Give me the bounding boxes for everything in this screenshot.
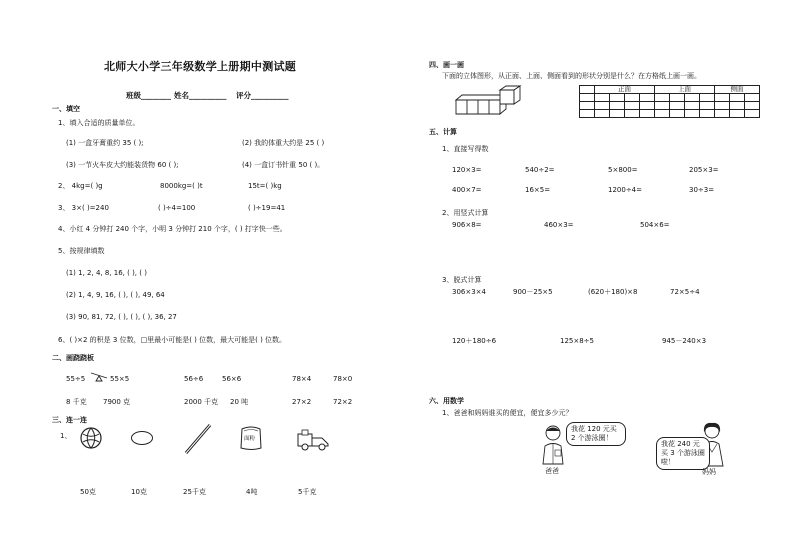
pencil-icon [184, 423, 212, 455]
seesaw-left: 2000 千克 [184, 398, 219, 406]
weight-option: 10克 [131, 488, 147, 496]
dad-figure-icon [538, 424, 568, 466]
s1-q2b: 8000kg=( )t [160, 182, 203, 190]
calc-item: 72×5÷4 [670, 288, 700, 296]
weight-option: 50克 [80, 488, 96, 496]
s1-q3a: 3、 3×( )=240 [58, 204, 109, 212]
s1-q1d: (4) 一盒订书针重 50 ( )。 [242, 161, 325, 169]
score-field: 评分__________ [236, 91, 289, 100]
calc-item: 540÷2= [525, 166, 555, 174]
seesaw-right: 56×6 [222, 375, 242, 383]
seesaw-left: 78×4 [292, 375, 312, 383]
seesaw-right: 78×0 [333, 375, 353, 383]
dad-speech-bubble: 我花 120 元买 2 个游泳圈！ [566, 422, 626, 446]
watermelon-icon [80, 426, 102, 450]
calc-item: 16×5= [525, 186, 551, 194]
truck-icon [296, 428, 332, 452]
name-field: 姓名__________ [174, 91, 227, 100]
calc-item: 1200÷4= [608, 186, 642, 194]
s1-q6: 6、( )×2 的积是 3 位数，□里最小可能是( ) 位数，最大可能是( ) 位数。 [58, 336, 287, 344]
seesaw-right: 20 吨 [230, 398, 249, 406]
s1-q2a: 2、 4kg=( )g [58, 182, 103, 190]
calc-item: 120×3= [452, 166, 482, 174]
section-4-heading: 四、画一画 [429, 61, 464, 69]
s5-q3: 3、脱式计算 [442, 276, 482, 284]
calc-item: (620＋180)×8 [588, 288, 638, 296]
seesaw-left: 27×2 [292, 398, 312, 406]
s3-num: 1、 [60, 432, 72, 440]
s1-q1b: (2) 我的体重大约是 25 ( ) [242, 139, 325, 147]
weight-option: 25千克 [183, 488, 206, 496]
seesaw-right: 72×2 [333, 398, 353, 406]
s1-q5b: (2) 1, 4, 9, 16, ( ), ( ), 49, 64 [66, 291, 165, 299]
s1-q3b: ( )÷4=100 [158, 204, 196, 212]
calc-item: 5×800= [608, 166, 638, 174]
section-2-heading: 二、画跷跷板 [52, 354, 94, 362]
s1-q5c: (3) 90, 81, 72, ( ), ( ), ( ), 36, 27 [66, 313, 177, 321]
seesaw-right: 7900 克 [103, 398, 131, 406]
weight-option: 4吨 [246, 488, 258, 496]
solid-figure-icon [454, 86, 524, 118]
page-title: 北师大小学三年级数学上册期中测试题 [104, 60, 297, 73]
calc-item: 906×8= [452, 221, 482, 229]
calc-item: 120＋180÷6 [452, 337, 497, 345]
mom-label: 妈妈 [702, 468, 716, 476]
grid-header-front: 正面 [595, 86, 655, 94]
s1-q3c: ( )÷19=41 [248, 204, 286, 212]
s5-q1: 1、直接写得数 [442, 145, 489, 153]
s1-q4: 4、小红 4 分钟打 240 个字，小明 3 分钟打 210 个字，( ) 打字快一些。 [58, 225, 287, 233]
calc-item: 125×8÷5 [560, 337, 594, 345]
s6-q1: 1、爸爸和妈妈谁买的便宜，便宜多少元？ [442, 409, 573, 417]
s1-q1: 1、填入合适的质量单位。 [58, 119, 140, 127]
seesaw-left: 8 千克 [66, 398, 87, 406]
seesaw-icon [90, 371, 108, 381]
section-1-heading: 一、填空 [52, 105, 80, 113]
flour-bag-label: 面粉 [244, 436, 256, 442]
s1-q1c: (3) 一节火车皮大约能装货物 60 ( ); [66, 161, 179, 169]
calc-item: 30÷3= [689, 186, 715, 194]
s1-q5a: (1) 1, 2, 4, 8, 16, ( ), ( ) [66, 269, 147, 277]
class-field: 班级________ [126, 91, 171, 100]
dad-label: 爸爸 [545, 467, 559, 475]
calc-item: 205×3= [689, 166, 719, 174]
calc-item: 306×3×4 [452, 288, 486, 296]
calc-item: 400×7= [452, 186, 482, 194]
weight-option: 5千克 [298, 488, 317, 496]
s1-q1a: (1) 一盒牙膏重约 35 ( ); [66, 139, 144, 147]
s4-text: 下面的立体图形，从正面、上面、侧面看到的形状分别是什么？在方格纸上画一画。 [442, 72, 701, 80]
calc-item: 504×6= [640, 221, 670, 229]
section-6-heading: 六、用数学 [429, 397, 464, 405]
egg-icon [130, 430, 154, 446]
calc-item: 900－25×5 [513, 288, 553, 296]
section-5-heading: 五、计算 [429, 128, 457, 136]
drawing-grid[interactable] [579, 85, 760, 118]
seesaw-left: 55÷5 [66, 375, 86, 383]
seesaw-right: 55×5 [110, 375, 130, 383]
s1-q2c: 15t=( )kg [248, 182, 282, 190]
calc-item: 945－240×3 [662, 337, 707, 345]
seesaw-left: 56÷6 [184, 375, 204, 383]
s5-q2: 2、用竖式计算 [442, 209, 489, 217]
grid-header-side: 侧面 [715, 86, 760, 94]
grid-header-top: 上面 [655, 86, 715, 94]
s1-q5: 5、按规律填数 [58, 247, 105, 255]
section-3-heading: 三、连一连 [52, 416, 87, 424]
calc-item: 460×3= [544, 221, 574, 229]
mom-speech-bubble: 我花 240 元买 3 个游泳圈啦！ [656, 437, 710, 470]
